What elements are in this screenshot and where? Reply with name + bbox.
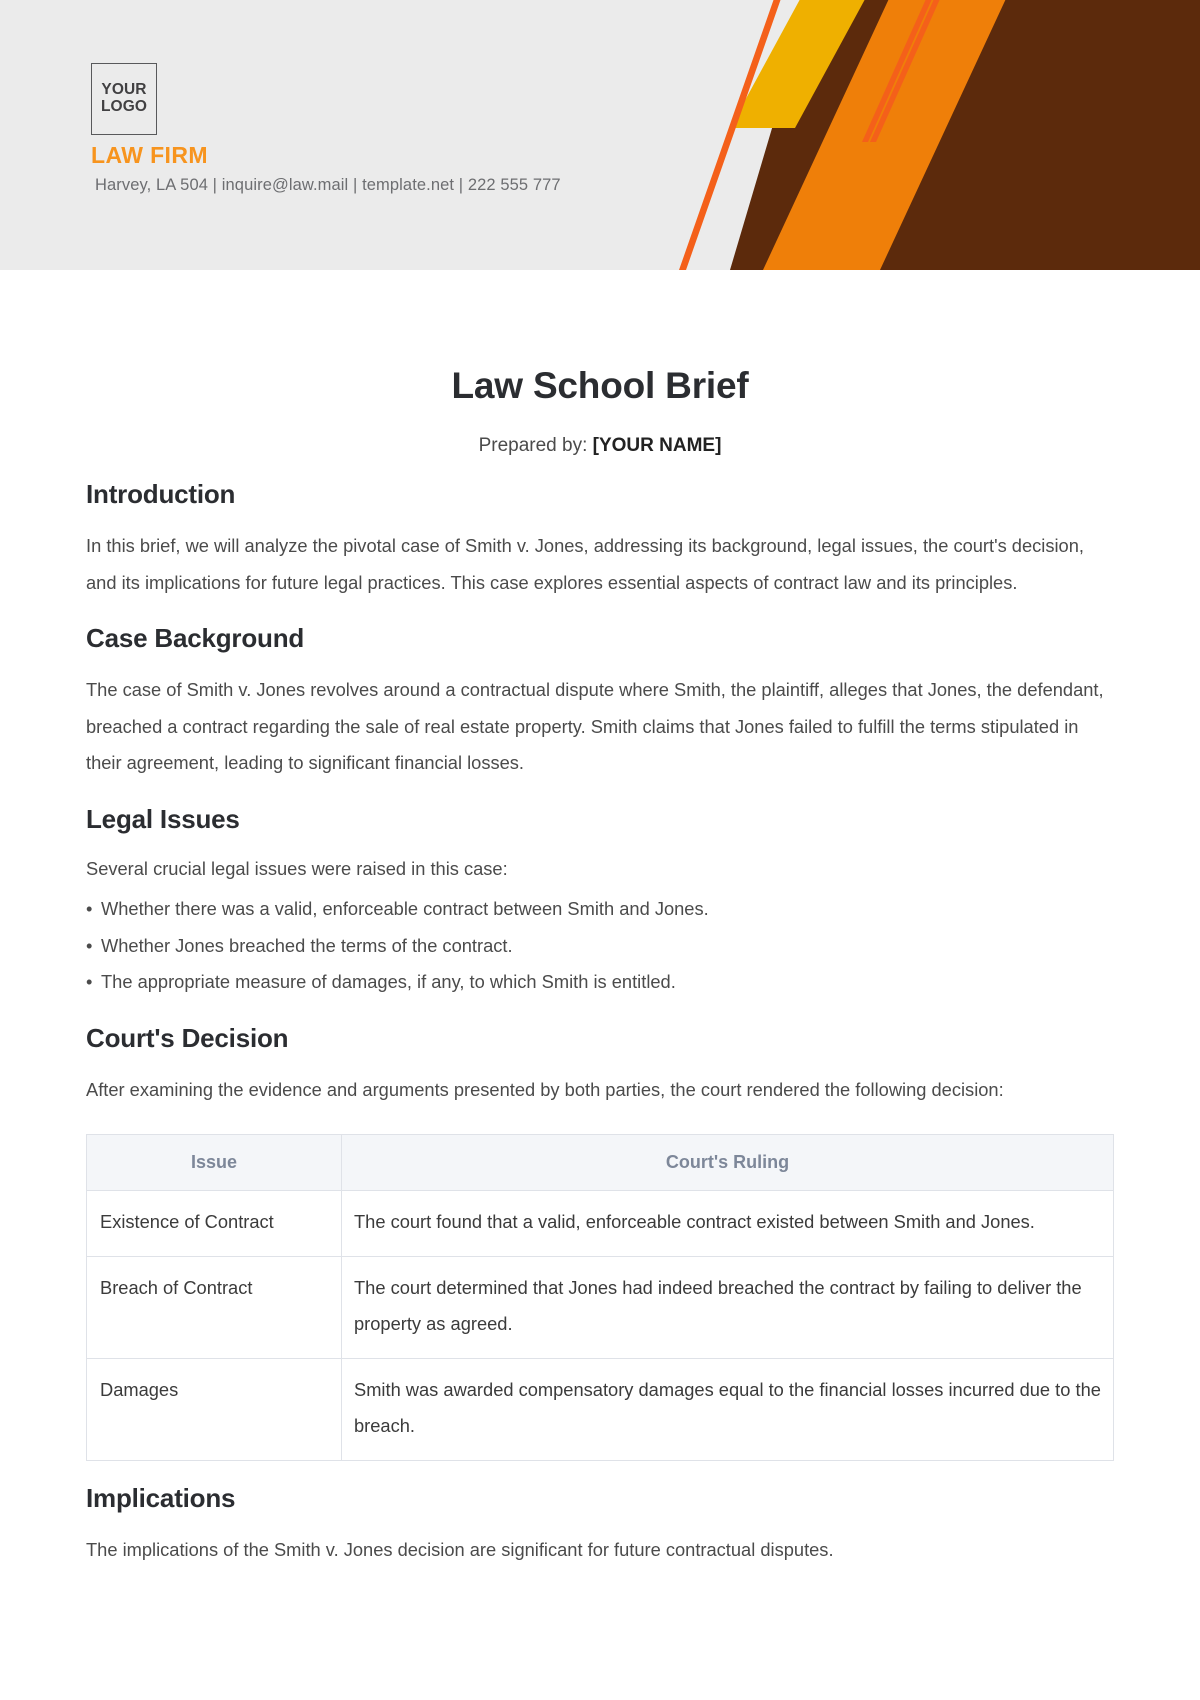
table-cell-ruling: The court determined that Jones had indeed breached the contract by failing to deliver the property as agreed. [342, 1257, 1114, 1359]
implications-paragraph: The implications of the Smith v. Jones decision are significant for future contractual disputes. [86, 1539, 834, 1560]
table-cell-issue: Existence of Contract [87, 1191, 342, 1257]
table-header-ruling: Court's Ruling [342, 1135, 1114, 1191]
list-item: • Whether Jones breached the terms of the contract. [86, 928, 1114, 965]
table-row [87, 1359, 1114, 1461]
legal-issues-list [86, 891, 1114, 1001]
section-heading-legal-issues: Legal Issues [86, 803, 240, 834]
table-header-issue: Issue [87, 1135, 342, 1191]
prepared-by-label: Prepared by: [478, 435, 588, 456]
page-title: Law School Brief [451, 365, 749, 406]
logo-line-2: LOGO [100, 98, 148, 115]
courts-decision-intro: After examining the evidence and arguments presented by both parties, the court rendered the following decision: [86, 1078, 1004, 1100]
table-row [87, 1191, 1114, 1257]
section-heading-introduction: Introduction [86, 479, 236, 509]
prepared-by-value: [YOUR NAME] [592, 435, 722, 456]
table-cell-issue: Breach of Contract [87, 1257, 342, 1359]
prepared-by-line [86, 435, 1114, 457]
table-row [87, 1257, 1114, 1359]
table-cell-issue: Damages [87, 1359, 342, 1461]
list-item: • Whether there was a valid, enforceable contract between Smith and Jones. [86, 891, 1114, 928]
introduction-paragraph: In this brief, we will analyze the pivotal case of Smith v. Jones, addressing its background, legal issues, the court's decision, and its implications for future legal practices. This case explores essential aspects of contract law and its principles. [86, 535, 1084, 593]
section-heading-case-background: Case Background [86, 623, 305, 653]
firm-name: LAW FIRM [91, 142, 208, 168]
logo-line-1: YOUR [101, 81, 147, 99]
case-background-paragraph: The case of Smith v. Jones revolves around a contractual dispute where Smith, the plaintiff, alleges that Jones, the defendant, breached a contract regarding the sale of real estate property. Smith claims that Jones failed to fulfill the terms stipulated in their agreement, leading to significant financial losses. [86, 679, 1104, 773]
document-header [0, 0, 1200, 270]
section-heading-courts-decision: Court's Decision [86, 1022, 289, 1053]
legal-issues-intro: Several crucial legal issues were raised in this case: [86, 857, 508, 879]
table-cell-ruling: Smith was awarded compensatory damages equal to the financial losses incurred due to the breach. [342, 1359, 1114, 1461]
header-decoration [0, 0, 1200, 270]
firm-contact-line: Harvey, LA 504 | inquire@law.mail | template.net | 222 555 777 [95, 176, 561, 194]
courts-ruling-table [86, 1134, 1114, 1461]
list-item: • The appropriate measure of damages, if any, to which Smith is entitled. [86, 964, 1114, 1001]
logo-placeholder-box [91, 63, 157, 135]
table-cell-ruling: The court found that a valid, enforceable contract existed between Smith and Jones. [342, 1191, 1114, 1257]
section-heading-implications: Implications [86, 1483, 236, 1513]
logo [91, 63, 157, 135]
document-body [0, 365, 1200, 1569]
table-header-row [87, 1135, 1114, 1191]
